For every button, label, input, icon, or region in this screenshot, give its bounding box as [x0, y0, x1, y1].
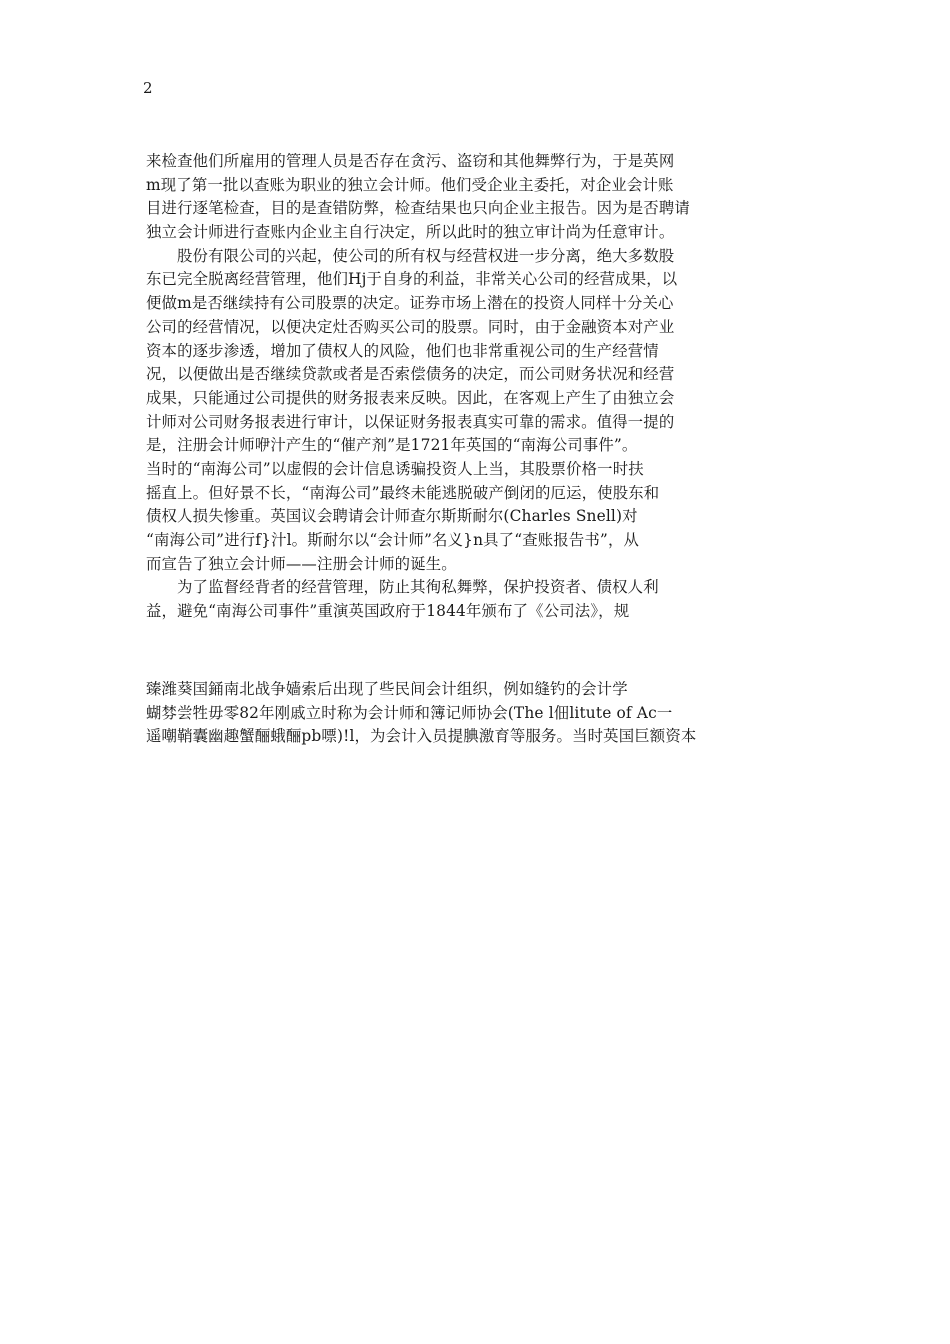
body-text-block-continued [146, 678, 786, 749]
text-line: 来检查他们所雇用的管理人员是否存在贪污、盗窃和其他舞弊行为，于是英网 [146, 152, 675, 170]
text-line: 公司的经营情况，以便决定灶否购买公司的股票。同时，由于金融资本对产业 [146, 317, 675, 336]
text-line: 益，避免“南海公司事件”重演英国政府于1844年颁布了《公司法》，规 [146, 602, 630, 621]
page-number: 2 [143, 79, 153, 97]
text-line: 东已完全脱离经营管理，他们Hj于自身的利益，非常关心公司的经营成果，以 [146, 270, 678, 289]
text-line: “南海公司”进行f}汁l。斯耐尔以“会计师”名义}n具了“查账报告书”，从 [146, 531, 640, 549]
text-line: 独立会计师进行查账内企业主自行决定，所以此时的独立审计尚为任意审计。 [146, 223, 675, 242]
text-line: 蝴棼尝牲毋零82年刚戚立时称为会计师和簿记师协会(The l佃litute of Ac一 [146, 703, 673, 722]
text-line: 为了监督经背者的经营管理，防止其徇私舞弊，保护投资者、债权人利 [177, 578, 659, 597]
text-line: 目进行逐笔检查，目的是查错防弊，检查结果也只向企业主报告。因为是否聘请 [146, 199, 690, 218]
text-line: 成果，只能通过公司提供的财务报表来反映。因此，在客观上产生了由独立会 [146, 388, 675, 407]
text-line: 便做m是否继续持有公司股票的决定。证券市场上潜在的投资人同样十分关心 [146, 294, 674, 313]
text-line: 当时的“南海公司”以虚假的会计信息诱骗投资人上当，其股票价格一时扶 [146, 459, 644, 478]
text-line: 况，以便做出是否继续贷款或者是否索偿债务的决定，而公司财务状况和经营 [146, 365, 675, 384]
text-line: 臻潍葵国銿南北战争嫱索后出现了些民间会计组织，例如缝钓的会计学 [146, 680, 628, 698]
text-line: 债权人损失惨重。英国议会聘请会计师查尔斯斯耐尔(Charles Snell)对 [146, 507, 638, 526]
body-text-block-main [146, 150, 786, 624]
text-line: m现了第一批以查账为职业的独立会计师。他们受企业主委托，对企业会计账 [146, 175, 674, 194]
text-line: 股份有限公司的兴起，使公司的所有权与经营权进一步分离，绝大多数股 [177, 246, 675, 265]
text-line: 资本的逐步渗透，增加了债权人的风险，他们也非常重视公司的生产经营情 [146, 341, 659, 360]
text-line: 摇直上。但好景不长，“南海公司”最终未能逃脱破产倒闭的厄运，使股东和 [146, 483, 660, 502]
text-line: 计师对公司财务报表进行审计，以保证财务报表真实可靠的需求。值得一提的 [146, 412, 675, 431]
text-line: 遥嘲鞘囊幽趣蟹酾蛾酾pb嘌)!l，为会计入员提腆激育等服务。当时英国巨额资本 [146, 727, 697, 746]
text-line: 而宣告了独立会计师——注册会计师的诞生。 [146, 554, 457, 573]
text-line: 是，注册会计师咿汁产生的“催产剂”是1721年英国的“南海公司事件”。 [146, 436, 638, 455]
